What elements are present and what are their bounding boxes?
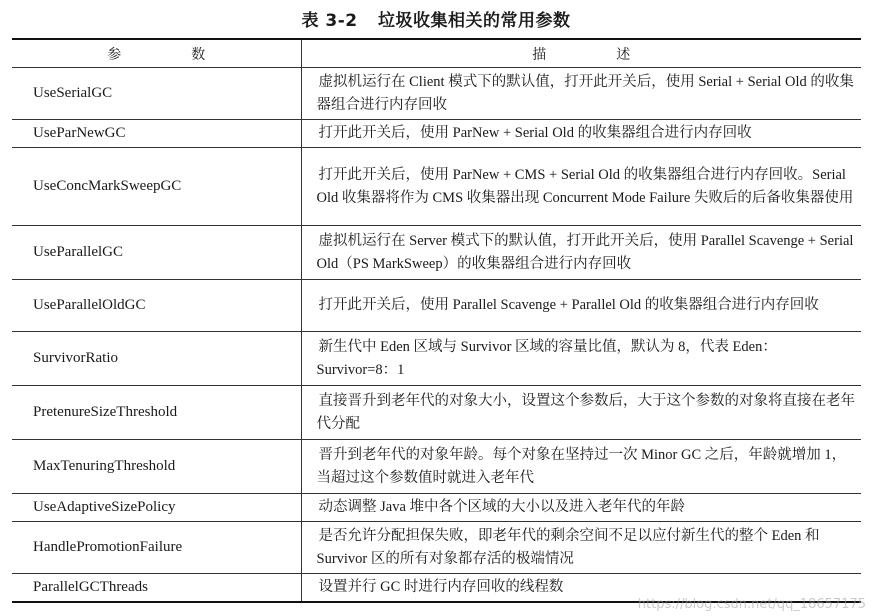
param-desc: 虚拟机运行在 Server 模式下的默认值，打开此开关后，使用 Parallel Scavenge + Serial Old（PS MarkSweep）的收集器组合进行内存回收 [301, 226, 861, 280]
table-row [12, 332, 861, 386]
param-name: UseSerialGC [12, 68, 301, 120]
param-name: UseParallelGC [12, 226, 301, 280]
table-row [12, 120, 861, 148]
param-desc: 新生代中 Eden 区域与 Survivor 区域的容量比值，默认为 8，代表 Eden：Survivor=8：1 [301, 332, 861, 386]
param-name: MaxTenuringThreshold [12, 440, 301, 494]
param-desc: 打开此开关后，使用 ParNew + CMS + Serial Old 的收集器组合进行内存回收。Serial Old 收集器将作为 CMS 收集器出现 Concurrent Mode Failure 失败后的后备收集器使用 [301, 148, 861, 226]
watermark: https://blog.csdn.net/qq_18657175 [637, 597, 866, 612]
param-name: PretenureSizeThreshold [12, 386, 301, 440]
table-row [12, 440, 861, 494]
param-desc: 是否允许分配担保失败，即老年代的剩余空间不足以应付新生代的整个 Eden 和 Survivor 区的所有对象都存活的极端情况 [301, 522, 861, 574]
param-desc: 直接晋升到老年代的对象大小，设置这个参数后，大于这个参数的对象将直接在老年代分配 [301, 386, 861, 440]
param-name: ParallelGCThreads [12, 574, 301, 603]
table-row [12, 280, 861, 332]
param-desc: 设置并行 GC 时进行内存回收的线程数 [301, 574, 861, 603]
table-row [12, 226, 861, 280]
table-row [12, 494, 861, 522]
param-desc: 晋升到老年代的对象年龄。每个对象在坚持过一次 Minor GC 之后，年龄就增加 1，当超过这个参数值时就进入老年代 [301, 440, 861, 494]
param-name: UseConcMarkSweepGC [12, 148, 301, 226]
param-name: HandlePromotionFailure [12, 522, 301, 574]
table-row [12, 68, 861, 120]
param-name: UseParNewGC [12, 120, 301, 148]
header-param: 参 数 [12, 39, 301, 68]
param-name: UseAdaptiveSizePolicy [12, 494, 301, 522]
table-row [12, 148, 861, 226]
param-desc: 打开此开关后，使用 Parallel Scavenge + Parallel Old 的收集器组合进行内存回收 [301, 280, 861, 332]
param-desc: 虚拟机运行在 Client 模式下的默认值，打开此开关后，使用 Serial + Serial Old 的收集器组合进行内存回收 [301, 68, 861, 120]
header-desc: 描 述 [301, 39, 861, 68]
table-header-row [12, 39, 861, 68]
table-caption [0, 6, 872, 31]
param-desc: 打开此开关后，使用 ParNew + Serial Old 的收集器组合进行内存回收 [301, 120, 861, 148]
gc-parameters-table [12, 38, 861, 603]
param-name: UseParallelOldGC [12, 280, 301, 332]
table-row [12, 386, 861, 440]
table-row [12, 522, 861, 574]
table-number: 表 3-2 [301, 11, 358, 31]
param-name: SurvivorRatio [12, 332, 301, 386]
param-desc: 动态调整 Java 堆中各个区域的大小以及进入老年代的年龄 [301, 494, 861, 522]
table-title: 垃圾收集相关的常用参数 [378, 11, 571, 31]
